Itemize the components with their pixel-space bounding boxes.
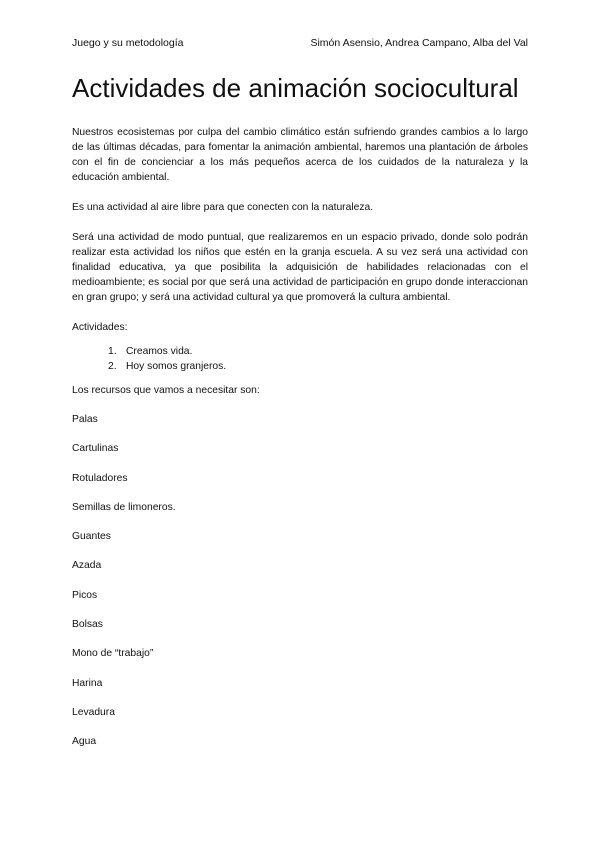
resource-item: Harina: [72, 677, 103, 689]
resource-item: Semillas de limoneros.: [72, 501, 176, 513]
document-page: [72, 0, 528, 848]
resource-item: Rotuladores: [72, 472, 128, 484]
resources-intro: Los recursos que vamos a necesitar son:: [72, 385, 260, 396]
list-item: [108, 359, 528, 374]
header-authors: Simón Asensio, Andrea Campano, Alba del Val: [310, 37, 528, 49]
paragraph-outdoor: Es una actividad al aire libre para que conecten con la naturaleza.: [72, 202, 374, 213]
resource-item: Azada: [72, 560, 102, 572]
list-item: [108, 344, 528, 359]
list-item-text: Hoy somos granjeros.: [126, 361, 227, 372]
page-title: Actividades de animación sociocultural: [72, 73, 519, 103]
resource-item: Palas: [72, 414, 98, 425]
resource-item: Bolsas: [72, 619, 103, 631]
header-subject: Juego y su metodología: [72, 37, 184, 49]
resource-item: Levadura: [72, 706, 115, 718]
paragraph-intro: Nuestros ecosistemas por culpa del cambio climático están sufriendo grandes cambios a lo largo de las últimas décadas, para fomentar la animación ambiental, haremos una plantación de árboles con el fin de concienciar a los más pequeños acerca de los cuidados de la naturaleza y la educación ambiental.: [72, 127, 528, 183]
list-item-number: 2.: [108, 361, 117, 372]
list-item-text: Creamos vida.: [126, 346, 193, 357]
activities-heading: Actividades:: [72, 322, 128, 333]
list-item-number: 1.: [108, 346, 117, 357]
resource-item: Guantes: [72, 531, 111, 543]
resource-item: Agua: [72, 736, 97, 748]
document-body: [72, 125, 528, 764]
resource-item: Cartulinas: [72, 443, 119, 455]
paragraph-description: Será una actividad de modo puntual, que realizaremos en un espacio privado, donde solo podrán realizar esta actividad los niños que estén en la granja escuela. A su vez será una actividad con finalidad educativa, ya que posibilita la adquisición de habilidades relacionadas con el medioambiente; es social por que será una actividad de participación en grupo donde interaccionan en gran grupo; y será una actividad cultural ya que promoverá la cultura ambiental.: [72, 232, 528, 303]
resource-item: Mono de “trabajo”: [72, 648, 154, 660]
page-header: [72, 36, 528, 50]
resource-item: Picos: [72, 589, 98, 601]
activities-list: [72, 344, 528, 374]
